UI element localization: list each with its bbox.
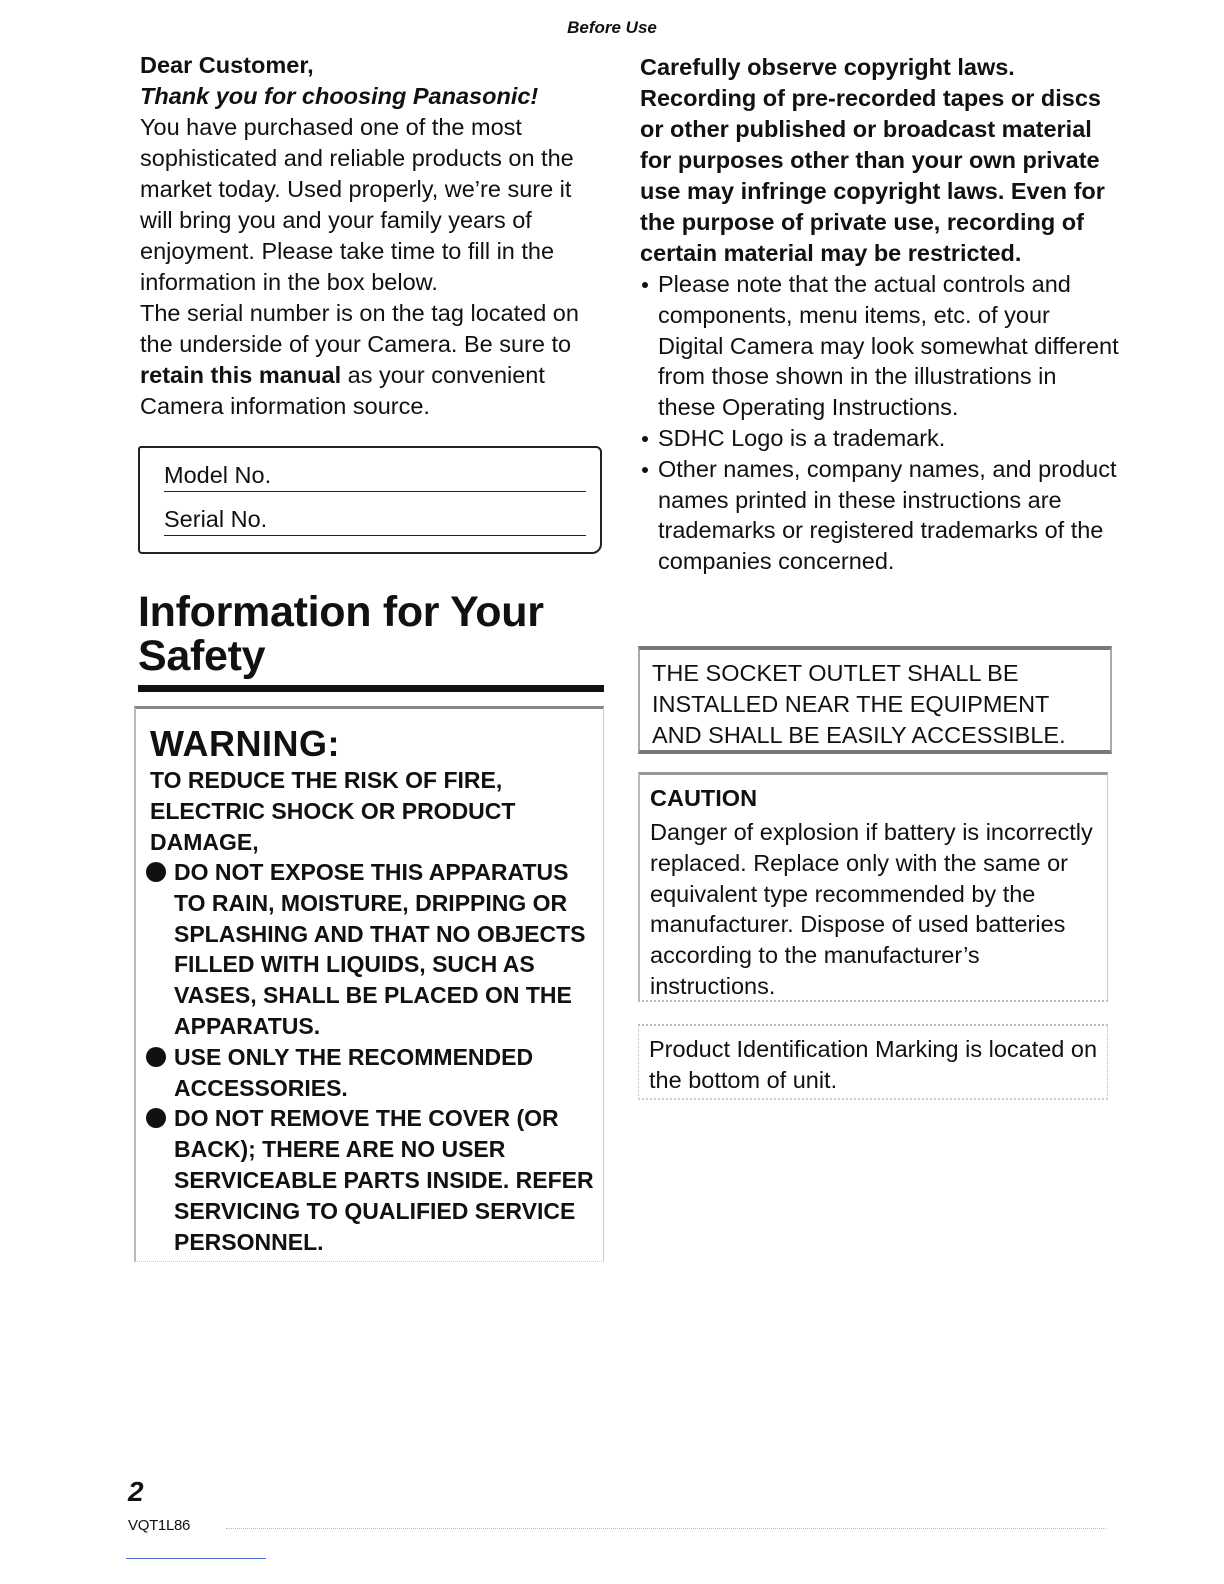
warning-title: WARNING: <box>150 723 340 764</box>
socket-line-3: AND SHALL BE EASILY ACCESSIBLE. <box>652 721 1066 748</box>
bullet-dot-icon <box>146 1108 166 1128</box>
copyright-notice: Carefully observe copyright laws. Recording of pre-recorded tapes or discs or other published or broadcast material for purposes other than your own private use may infringe copyright laws. Even for the purpose of private use, recording of certain material may be restricted. <box>640 54 1105 266</box>
caution-box <box>638 772 1108 1002</box>
thanks-line: Thank you for choosing Panasonic! <box>140 83 539 109</box>
safety-title-line2: Safety <box>138 632 266 680</box>
note-text: Other names, company names, and product names printed in these instructions are trademarks or registered trademarks of the companies concerned. <box>658 455 1117 575</box>
bullet-icon <box>642 436 648 442</box>
footer-underline <box>126 1558 266 1559</box>
retain-manual-emphasis: retain this manual <box>140 362 342 388</box>
serial-text-before: The serial number is on the tag located on the underside of your Camera. Be sure to <box>140 300 579 357</box>
safety-title-line1: Information for Your <box>138 588 544 636</box>
caution-title: CAUTION <box>650 785 758 811</box>
bullet-icon <box>642 467 648 473</box>
socket-line-2: INSTALLED NEAR THE EQUIPMENT <box>652 690 1050 717</box>
page-header: Before Use <box>567 18 657 37</box>
bullet-dot-icon <box>146 862 166 882</box>
copyright-section <box>640 52 1120 577</box>
document-code: VQT1L86 <box>128 1517 191 1534</box>
warning-item-text: DO NOT EXPOSE THIS APPARATUS TO RAIN, MOISTURE, DRIPPING OR SPLASHING AND THAT NO OBJECTS FILLED WITH LIQUIDS, SUCH AS VASES, SHALL BE PLACED ON THE APPARATUS. <box>174 859 586 1039</box>
notes-list <box>640 269 1120 577</box>
serial-paragraph <box>140 298 610 422</box>
serial-number-field: Serial No. <box>164 506 586 536</box>
warning-item-text: USE ONLY THE RECOMMENDED ACCESSORIES. <box>174 1043 534 1101</box>
warning-box <box>134 706 604 1262</box>
safety-title <box>138 590 608 678</box>
model-number-field: Model No. <box>164 462 586 492</box>
socket-notice-text <box>652 658 1066 750</box>
warning-item-text: DO NOT REMOVE THE COVER (OR BACK); THERE ARE NO USER SERVICEABLE PARTS INSIDE. REFER SERVICING TO QUALIFIED SERVICE PERSONNEL. <box>174 1105 594 1255</box>
note-item <box>640 454 1120 577</box>
bullet-dot-icon <box>146 1047 166 1067</box>
note-item <box>640 423 1120 454</box>
page-number: 2 <box>128 1476 144 1507</box>
warning-list <box>146 857 598 1257</box>
footer-divider <box>226 1528 1106 1529</box>
warning-item <box>146 1103 598 1257</box>
intro-paragraph: You have purchased one of the most sophisticated and reliable products on the market today. Used properly, we’re sure it will bring you and your family years of enjoyment. Please take time to fill in the information in the box below. <box>140 114 574 295</box>
product-id-box <box>638 1024 1108 1100</box>
bullet-icon <box>642 282 648 288</box>
greeting: Dear Customer, <box>140 52 314 78</box>
socket-notice-box <box>638 646 1112 754</box>
warning-item <box>146 857 598 1042</box>
record-box <box>138 446 602 554</box>
title-rule <box>138 685 604 692</box>
note-text: SDHC Logo is a trademark. <box>658 424 946 451</box>
warning-intro: TO REDUCE THE RISK OF FIRE, ELECTRIC SHOCK OR PRODUCT DAMAGE, <box>150 767 516 855</box>
serial-text-after: as your convenient Camera information source. <box>140 362 545 419</box>
product-id-text: Product Identification Marking is located on the bottom of unit. <box>649 1036 1098 1093</box>
caution-body: Danger of explosion if battery is incorrectly replaced. Replace only with the same or equivalent type recommended by the manufacturer. Dispose of used batteries according to the manufacturer’s instructions. <box>650 819 1093 999</box>
socket-line-1: THE SOCKET OUTLET SHALL BE <box>652 660 1019 686</box>
intro-section <box>140 50 610 422</box>
warning-item <box>146 1042 598 1104</box>
note-text: Please note that the actual controls and components, menu items, etc. of your Digital Camera may look somewhat different from those shown in the illustrations in these Operating Instructions. <box>658 271 1119 421</box>
note-item <box>640 269 1120 423</box>
